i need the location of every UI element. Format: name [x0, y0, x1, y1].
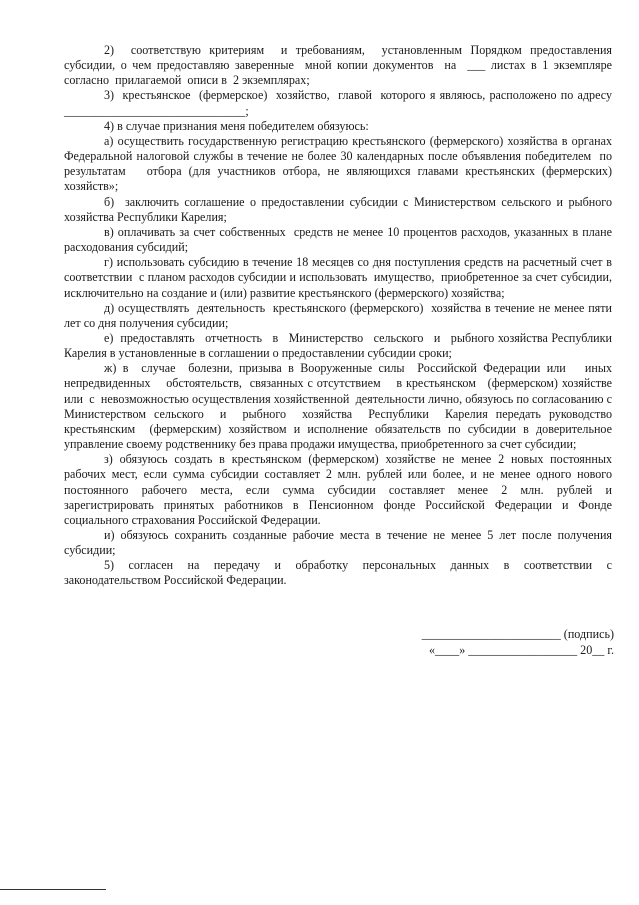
signature-line: _______________________ (подпись)	[421, 627, 614, 641]
paragraph-item-b: б) заключить соглашение о предоставлении субсидии с Министерством сельского и рыбного хозяйства Республики Карелия;	[64, 194, 616, 224]
paragraph-item-v: в) оплачивать за счет собственных средств не менее 10 процентов расходов, указанных в плане расходования субсидий;	[64, 224, 616, 255]
paragraph-address: 3) крестьянское (фермерское) хозяйство, главой которого я являюсь, расположено по адресу ______________________________;	[64, 88, 616, 118]
paragraph-item-a: а) осуществить государственную регистрацию крестьянского (фермерского) хозяйства в органах Федеральной налоговой службы в течение не более 30 календарных после объявления победителем по результатам отбора (для участников отбора, не являющихся главами крестьянских (фермерских) хозяйств»;	[64, 133, 619, 194]
footnote-divider	[0, 889, 106, 890]
paragraph-obligations-intro: 4) в случае признания меня победителем обязуюсь:	[104, 118, 369, 133]
signature-block	[400, 626, 614, 658]
date-line: «____» __________________ 20__ г.	[428, 643, 614, 657]
paragraph-criteria: 2) соответствую критериям и требованиям, установленным Порядком предоставления субсидии, о чем предоставляю заверенные мной копии документов на ___ листах в 1 экземпляре согласно прилагаемой описи в 2 экземплярах;	[64, 43, 616, 88]
paragraph-item-e: е) предоставлять отчетность в Министерство сельского и рыбного хозяйства Республики Карелия в установленные в соглашении о предоставлении субсидии сроки;	[64, 330, 616, 361]
paragraph-item-d: д) осуществлять деятельность крестьянского (фермерского) хозяйства в течение не менее пяти лет со дня получения субсидии;	[64, 300, 616, 330]
paragraph-item-g: г) использовать субсидию в течение 18 месяцев со дня поступления средств на расчетный счет в соответствии с планом расходов субсидии и использовать имущество, приобретенное за счет субсидии, исключительно на создание и (или) развитие крестьянского (фермерского) хозяйства;	[64, 255, 619, 300]
paragraph-item-zh: ж) в случае болезни, призыва в Вооруженные силы Российской Федерации или иных непредвиденных обстоятельств, связанных с отсутствием в крестьянском (фермерском) хозяйстве или с невозможностью осуществления хозяйственной деятельности лично, обязуюсь по согласованию с Министерством сельского и рыбного хозяйства Республики Карелия передать руководство крестьянским (фермерским) хозяйством и исполнение обязательств по субсидии в доверительное управление своему родственнику без права продажи имущества, приобретенного за счет субсидии;	[64, 361, 619, 452]
paragraph-item-i: и) обязуюсь сохранить созданные рабочие места в течение не менее 5 лет после получения субсидии;	[64, 528, 616, 558]
paragraph-consent: 5) согласен на передачу и обработку персональных данных в соответствии с законодательством Российской Федерации.	[64, 558, 616, 588]
paragraph-item-z: з) обязуюсь создать в крестьянском (фермерском) хозяйстве не менее 2 новых постоянных рабочих мест, если сумма субсидии составляет 2 млн. рублей или более, и не менее одного нового постоянного рабочего места, если сумма субсидии составляет менее 2 млн. рублей и зарегистрировать принятых работников в Пенсионном фонде Российской Федерации и Фонде социального страхования Российской Федерации.	[64, 452, 616, 527]
document-body	[64, 43, 619, 589]
